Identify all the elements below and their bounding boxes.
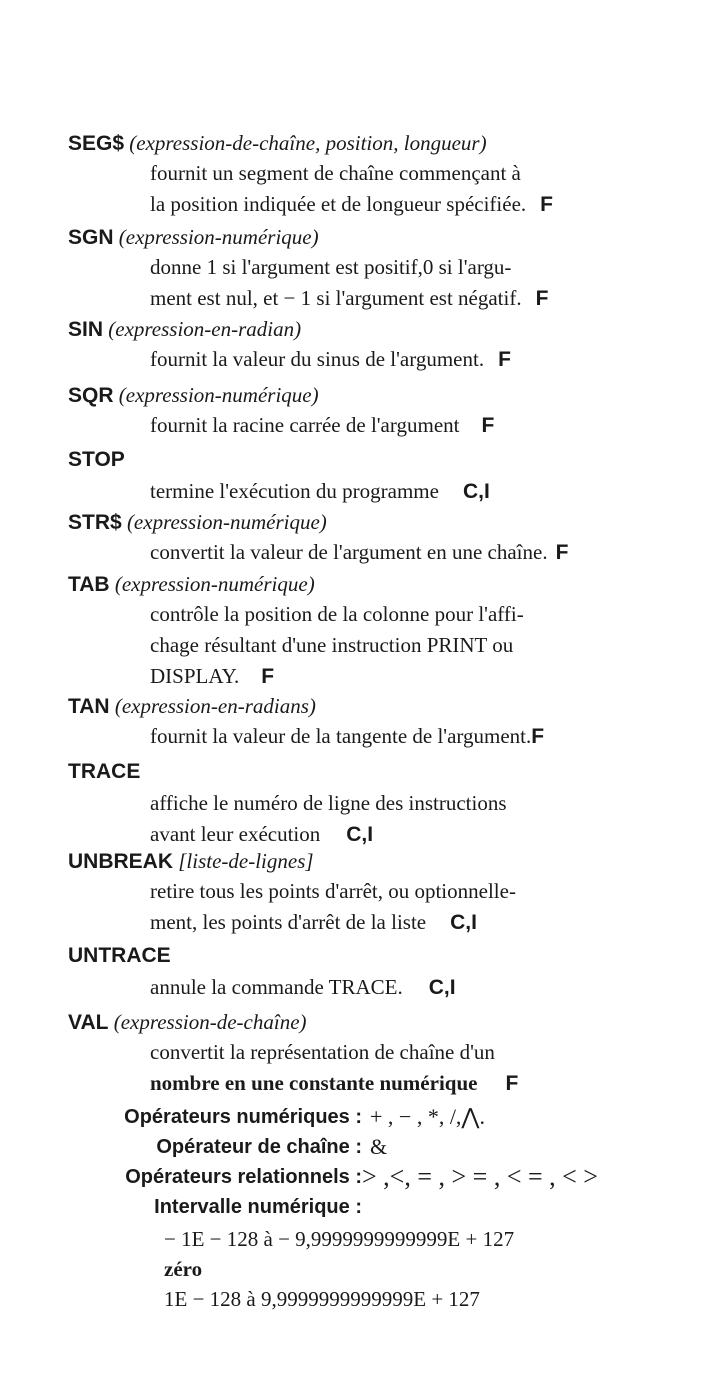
description <box>150 537 708 568</box>
operator-label: Opérateur de chaîne : <box>156 1136 362 1158</box>
description-line: retire tous les points d'arrêt, ou optionnelle- <box>150 879 516 903</box>
entry-sin <box>68 315 708 375</box>
entry-unbreak <box>68 847 708 938</box>
type-flag: F <box>505 1072 519 1095</box>
arguments: (expression-numérique) <box>126 510 327 534</box>
keyword: SQR <box>68 384 114 407</box>
description-line: fournit un segment de chaîne commençant à <box>150 161 521 185</box>
operator-value: + , − , *, /,⋀. <box>370 1104 485 1129</box>
description-line: convertit la valeur de l'argument en une chaîne. F <box>150 540 569 564</box>
operator-value: & <box>370 1134 388 1159</box>
description <box>150 599 708 692</box>
entry-sqr <box>68 381 708 441</box>
keyword: UNBREAK <box>68 850 173 873</box>
entry-val <box>68 1008 708 1099</box>
description-line: affiche le numéro de ligne des instructions <box>150 791 507 815</box>
arguments: (expression-en-radians) <box>114 694 316 718</box>
description <box>150 344 708 375</box>
description <box>150 721 708 752</box>
arguments: (expression-de-chaîne, position, longueur) <box>129 131 487 155</box>
entry-tab <box>68 570 708 692</box>
description-line: convertit la représentation de chaîne d'un <box>150 1040 495 1064</box>
description <box>150 158 708 220</box>
operator-label: Opérateurs numériques : <box>124 1106 362 1128</box>
operator-row-relational <box>0 1162 713 1192</box>
type-flag: F <box>498 348 511 371</box>
keyword: TRACE <box>68 760 141 783</box>
description-line: annule la commande TRACE. C,I <box>150 975 456 999</box>
entry-heading <box>68 692 708 721</box>
entry-heading <box>68 381 708 410</box>
entry-trace <box>68 757 708 850</box>
type-flag: F <box>531 725 545 748</box>
entry-stop <box>68 445 708 507</box>
range-positive: 1E − 128 à 9,9999999999999E + 127 <box>164 1287 480 1311</box>
entry-heading <box>68 1008 708 1037</box>
description <box>150 876 708 938</box>
entry-str <box>68 508 708 568</box>
entry-heading <box>68 570 708 599</box>
operator-row-range <box>0 1192 713 1222</box>
description-line: contrôle la position de la colonne pour l'affi- <box>150 602 524 626</box>
description <box>150 972 708 1003</box>
type-flag: F <box>555 541 569 564</box>
description-line: DISPLAY. F <box>150 664 275 688</box>
operator-label: Opérateurs relationnels : <box>125 1166 362 1188</box>
description-line: nombre en une constante numérique F <box>150 1071 519 1095</box>
description-line: chage résultant d'une instruction PRINT ou <box>150 633 514 657</box>
description-line: la position indiquée et de longueur spécifiée. F <box>150 192 553 216</box>
type-flag: F <box>481 414 495 437</box>
entry-heading <box>68 223 708 252</box>
operator-label: Intervalle numérique : <box>154 1196 362 1218</box>
description <box>150 788 708 850</box>
type-flag: F <box>535 287 549 310</box>
arguments: (expression-numérique) <box>118 383 319 407</box>
entry-heading <box>68 445 708 474</box>
operator-row-string <box>0 1132 713 1162</box>
description-line: fournit la valeur du sinus de l'argument. F <box>150 347 511 371</box>
description-line: fournit la racine carrée de l'argument F <box>150 413 495 437</box>
operator-value: > ,<, = , > = , < = , < > <box>362 1162 598 1191</box>
type-flag: C,I <box>450 911 477 934</box>
entry-heading <box>68 129 708 158</box>
description-line: termine l'exécution du programme C,I <box>150 479 490 503</box>
arguments: [liste-de-lignes] <box>178 849 314 873</box>
keyword: UNTRACE <box>68 944 171 967</box>
arguments: (expression-en-radian) <box>108 317 302 341</box>
description-line: ment est nul, et − 1 si l'argument est négatif. F <box>150 286 549 310</box>
entry-heading <box>68 847 708 876</box>
operator-row-numeric <box>0 1102 713 1132</box>
entry-sgn <box>68 223 708 314</box>
description-line: avant leur exécution C,I <box>150 822 374 846</box>
description <box>150 1037 708 1099</box>
keyword: SGN <box>68 226 114 249</box>
description <box>150 252 708 314</box>
description <box>150 410 708 441</box>
type-flag: C,I <box>428 976 456 999</box>
keyword: STOP <box>68 448 125 471</box>
arguments: (expression-numérique) <box>118 225 319 249</box>
range-zero: zéro <box>164 1257 203 1281</box>
range-negative: − 1E − 128 à − 9,9999999999999E + 127 <box>164 1227 515 1251</box>
keyword: TAN <box>68 695 110 718</box>
keyword: VAL <box>68 1011 109 1034</box>
description-line: ment, les points d'arrêt de la liste C,I <box>150 910 477 934</box>
description <box>150 476 708 507</box>
entry-heading <box>68 757 708 786</box>
description-line: donne 1 si l'argument est positif,0 si l'argu- <box>150 255 512 279</box>
entry-seg <box>68 129 708 220</box>
arguments: (expression-de-chaîne) <box>113 1010 307 1034</box>
type-flag: F <box>540 193 553 216</box>
entry-untrace <box>68 941 708 1003</box>
entry-heading <box>68 941 708 970</box>
entry-heading <box>68 315 708 344</box>
keyword: SIN <box>68 318 104 341</box>
description-line: fournit la valeur de la tangente de l'argument.F <box>150 724 545 748</box>
keyword: SEG$ <box>68 132 125 155</box>
keyword: STR$ <box>68 511 122 534</box>
type-flag: C,I <box>346 823 374 846</box>
type-flag: C,I <box>462 480 490 503</box>
arguments: (expression-numérique) <box>114 572 315 596</box>
entry-tan <box>68 692 708 752</box>
type-flag: F <box>261 665 275 688</box>
keyword: TAB <box>68 573 110 596</box>
entry-heading <box>68 508 708 537</box>
